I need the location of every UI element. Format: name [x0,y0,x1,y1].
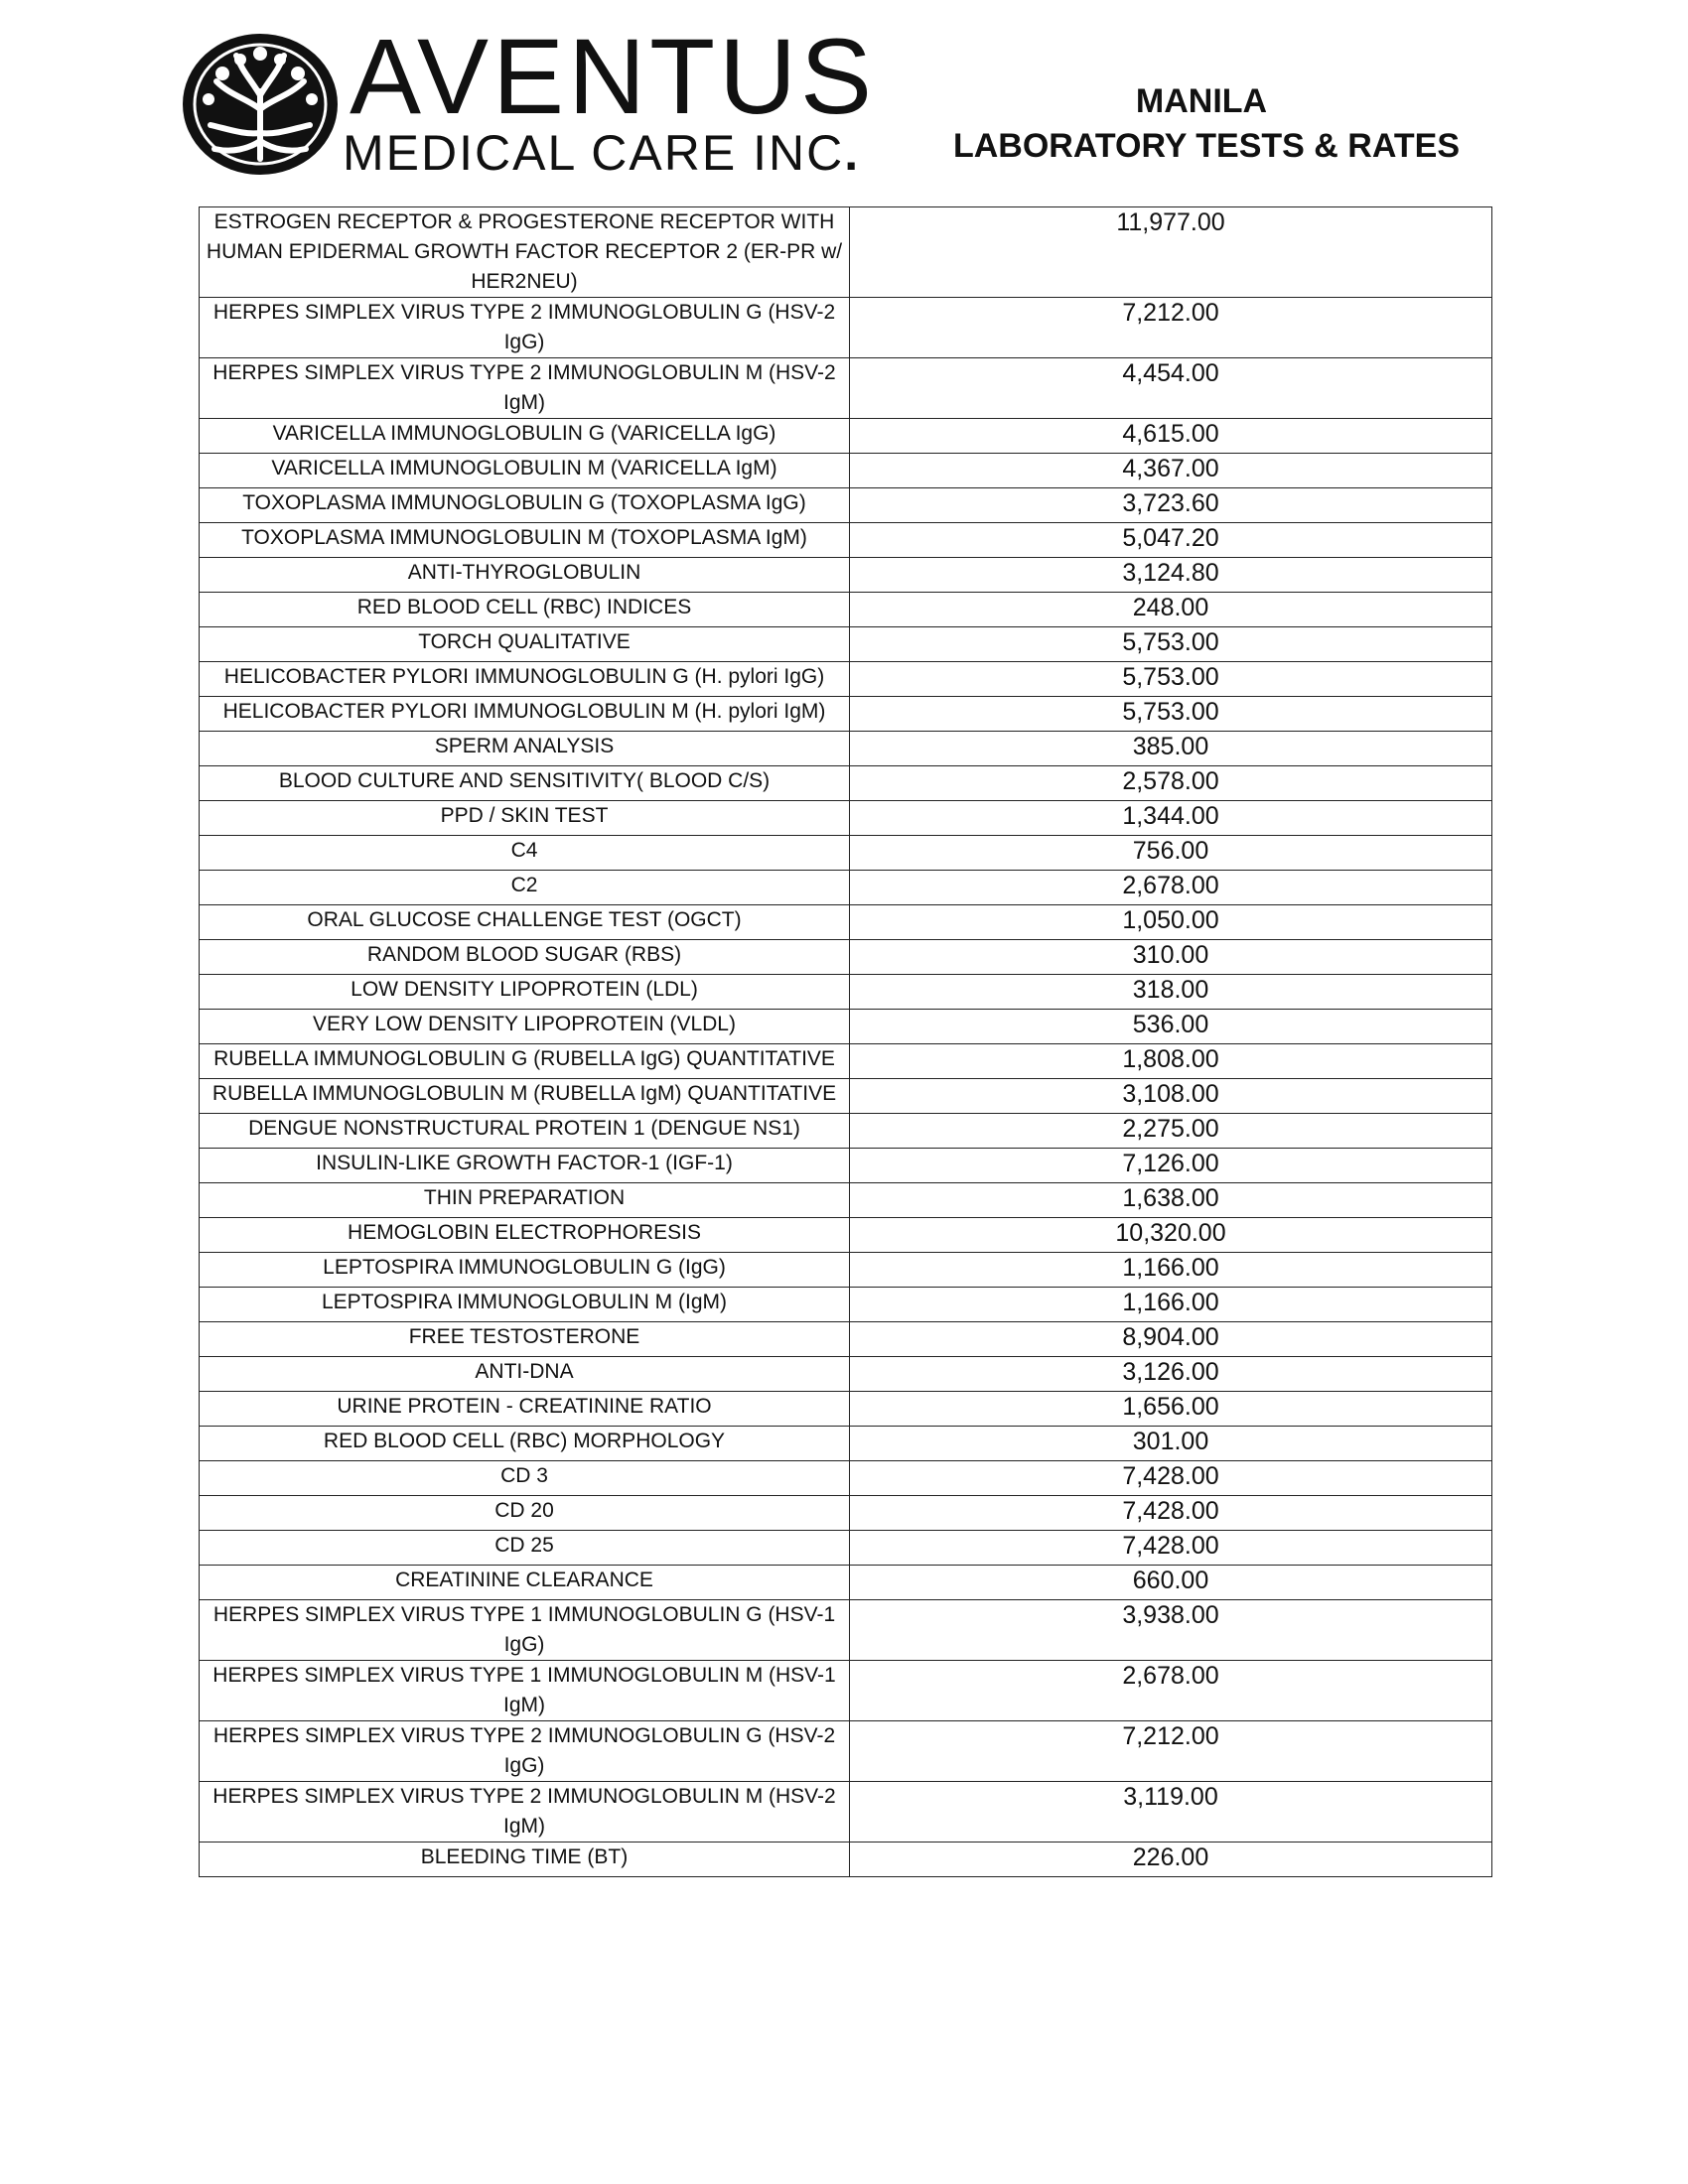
price-cell: 7,428.00 [850,1461,1492,1496]
test-name-cell: HERPES SIMPLEX VIRUS TYPE 2 IMMUNOGLOBULIN G (HSV-2 IgG) [200,298,850,358]
test-name-cell: INSULIN-LIKE GROWTH FACTOR-1 (IGF-1) [200,1149,850,1183]
table-row [200,836,1492,871]
price-cell: 7,212.00 [850,298,1492,358]
test-name-cell: CD 20 [200,1496,850,1531]
table-row [200,523,1492,558]
table-row [200,1010,1492,1044]
table-row [200,298,1492,358]
price-cell: 660.00 [850,1566,1492,1600]
table-row [200,1461,1492,1496]
rates-table-body [200,207,1492,1877]
test-name-cell: BLOOD CULTURE AND SENSITIVITY( BLOOD C/S) [200,766,850,801]
table-row [200,419,1492,454]
price-cell: 1,808.00 [850,1044,1492,1079]
company-subtitle-dot: . [844,125,861,181]
tree-of-life-icon [179,30,343,179]
table-row [200,1566,1492,1600]
price-cell: 7,428.00 [850,1531,1492,1566]
test-name-cell: RED BLOOD CELL (RBC) MORPHOLOGY [200,1427,850,1461]
test-name-cell: HERPES SIMPLEX VIRUS TYPE 2 IMMUNOGLOBULIN M (HSV-2 IgM) [200,358,850,419]
price-cell: 5,753.00 [850,697,1492,732]
table-row [200,871,1492,905]
test-name-cell: SPERM ANALYSIS [200,732,850,766]
test-name-cell: DENGUE NONSTRUCTURAL PROTEIN 1 (DENGUE NS1) [200,1114,850,1149]
test-name-cell: URINE PROTEIN - CREATININE RATIO [200,1392,850,1427]
table-row [200,1661,1492,1721]
price-cell: 536.00 [850,1010,1492,1044]
test-name-cell: C4 [200,836,850,871]
test-name-cell: THIN PREPARATION [200,1183,850,1218]
test-name-cell: RUBELLA IMMUNOGLOBULIN G (RUBELLA IgG) QUANTITATIVE [200,1044,850,1079]
test-name-cell: RED BLOOD CELL (RBC) INDICES [200,593,850,627]
price-cell: 5,047.20 [850,523,1492,558]
price-cell: 385.00 [850,732,1492,766]
test-name-cell: C2 [200,871,850,905]
price-cell: 10,320.00 [850,1218,1492,1253]
table-row [200,975,1492,1010]
price-cell: 4,367.00 [850,454,1492,488]
test-name-cell: HERPES SIMPLEX VIRUS TYPE 2 IMMUNOGLOBULIN G (HSV-2 IgG) [200,1721,850,1782]
price-cell: 301.00 [850,1427,1492,1461]
table-row [200,454,1492,488]
price-cell: 8,904.00 [850,1322,1492,1357]
table-row [200,1218,1492,1253]
test-name-cell: ANTI-DNA [200,1357,850,1392]
price-cell: 1,638.00 [850,1183,1492,1218]
test-name-cell: ORAL GLUCOSE CHALLENGE TEST (OGCT) [200,905,850,940]
table-row [200,1843,1492,1877]
table-row [200,1079,1492,1114]
price-cell: 2,678.00 [850,1661,1492,1721]
price-cell: 7,212.00 [850,1721,1492,1782]
price-cell: 248.00 [850,593,1492,627]
table-row [200,732,1492,766]
test-name-cell: FREE TESTOSTERONE [200,1322,850,1357]
price-cell: 5,753.00 [850,662,1492,697]
price-cell: 3,126.00 [850,1357,1492,1392]
table-row [200,1183,1492,1218]
price-cell: 1,166.00 [850,1253,1492,1288]
test-name-cell: TORCH QUALITATIVE [200,627,850,662]
table-row [200,1322,1492,1357]
table-row [200,1782,1492,1843]
price-cell: 3,124.80 [850,558,1492,593]
test-name-cell: TOXOPLASMA IMMUNOGLOBULIN G (TOXOPLASMA IgG) [200,488,850,523]
price-cell: 3,119.00 [850,1782,1492,1843]
test-name-cell: HERPES SIMPLEX VIRUS TYPE 1 IMMUNOGLOBULIN G (HSV-1 IgG) [200,1600,850,1661]
test-name-cell: CD 25 [200,1531,850,1566]
table-row [200,1496,1492,1531]
table-row [200,1114,1492,1149]
test-name-cell: VARICELLA IMMUNOGLOBULIN M (VARICELLA IgM) [200,454,850,488]
table-row [200,905,1492,940]
city-title: MANILA [1135,82,1268,120]
table-row [200,662,1492,697]
table-row [200,1392,1492,1427]
test-name-cell: HERPES SIMPLEX VIRUS TYPE 1 IMMUNOGLOBULIN M (HSV-1 IgM) [200,1661,850,1721]
table-row [200,1149,1492,1183]
price-cell: 3,108.00 [850,1079,1492,1114]
test-name-cell: VARICELLA IMMUNOGLOBULIN G (VARICELLA IgG) [200,419,850,454]
table-row [200,593,1492,627]
price-cell: 4,454.00 [850,358,1492,419]
table-row [200,488,1492,523]
price-cell: 226.00 [850,1843,1492,1877]
price-cell: 1,344.00 [850,801,1492,836]
price-cell: 3,723.60 [850,488,1492,523]
page-title: LABORATORY TESTS & RATES [952,127,1461,165]
table-row [200,558,1492,593]
test-name-cell: BLEEDING TIME (BT) [200,1843,850,1877]
table-row [200,1721,1492,1782]
test-name-cell: PPD / SKIN TEST [200,801,850,836]
test-name-cell: ANTI-THYROGLOBULIN [200,558,850,593]
test-name-cell: HELICOBACTER PYLORI IMMUNOGLOBULIN G (H. pylori IgG) [200,662,850,697]
table-row [200,358,1492,419]
table-row [200,1427,1492,1461]
price-cell: 1,166.00 [850,1288,1492,1322]
price-cell: 7,126.00 [850,1149,1492,1183]
test-name-cell: VERY LOW DENSITY LIPOPROTEIN (VLDL) [200,1010,850,1044]
price-cell: 11,977.00 [850,207,1492,298]
table-row [200,207,1492,298]
rates-table [199,206,1492,1877]
test-name-cell: RUBELLA IMMUNOGLOBULIN M (RUBELLA IgM) QUANTITATIVE [200,1079,850,1114]
price-cell: 2,275.00 [850,1114,1492,1149]
company-name: AVENTUS [350,16,877,136]
table-row [200,766,1492,801]
price-cell: 1,656.00 [850,1392,1492,1427]
company-subtitle [343,125,860,181]
price-cell: 1,050.00 [850,905,1492,940]
test-name-cell: HELICOBACTER PYLORI IMMUNOGLOBULIN M (H. pylori IgM) [200,697,850,732]
price-cell: 318.00 [850,975,1492,1010]
price-cell: 756.00 [850,836,1492,871]
price-cell: 2,678.00 [850,871,1492,905]
table-row [200,697,1492,732]
table-row [200,1044,1492,1079]
table-row [200,1253,1492,1288]
test-name-cell: RANDOM BLOOD SUGAR (RBS) [200,940,850,975]
table-row [200,1531,1492,1566]
page-header [0,0,1688,199]
price-cell: 310.00 [850,940,1492,975]
test-name-cell: TOXOPLASMA IMMUNOGLOBULIN M (TOXOPLASMA IgM) [200,523,850,558]
table-row [200,627,1492,662]
test-name-cell: HEMOGLOBIN ELECTROPHORESIS [200,1218,850,1253]
table-row [200,801,1492,836]
price-cell: 7,428.00 [850,1496,1492,1531]
price-cell: 2,578.00 [850,766,1492,801]
table-row [200,1357,1492,1392]
test-name-cell: CREATININE CLEARANCE [200,1566,850,1600]
test-name-cell: LOW DENSITY LIPOPROTEIN (LDL) [200,975,850,1010]
table-row [200,1600,1492,1661]
company-subtitle-text: MEDICAL CARE INC [343,125,845,181]
price-cell: 4,615.00 [850,419,1492,454]
test-name-cell: HERPES SIMPLEX VIRUS TYPE 2 IMMUNOGLOBULIN M (HSV-2 IgM) [200,1782,850,1843]
test-name-cell: CD 3 [200,1461,850,1496]
test-name-cell: LEPTOSPIRA IMMUNOGLOBULIN M (IgM) [200,1288,850,1322]
test-name-cell: ESTROGEN RECEPTOR & PROGESTERONE RECEPTOR WITH HUMAN EPIDERMAL GROWTH FACTOR RECEPTOR 2 (ER-PR w/ HER2NEU) [200,207,850,298]
test-name-cell: LEPTOSPIRA IMMUNOGLOBULIN G (IgG) [200,1253,850,1288]
table-row [200,1288,1492,1322]
price-cell: 3,938.00 [850,1600,1492,1661]
table-row [200,940,1492,975]
price-cell: 5,753.00 [850,627,1492,662]
